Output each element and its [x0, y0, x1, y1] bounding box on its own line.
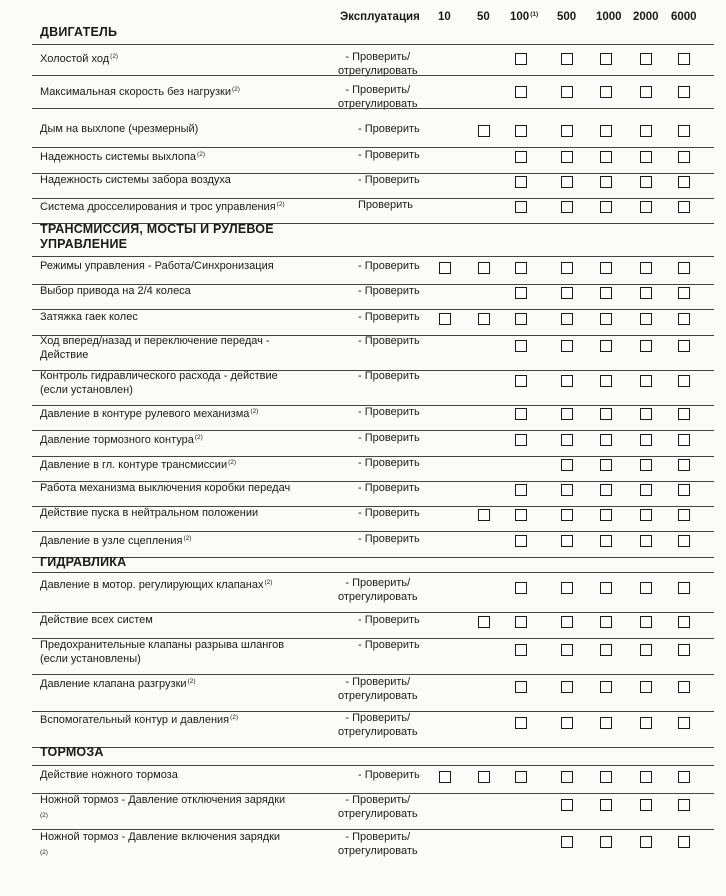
- interval-checkbox[interactable]: [640, 408, 652, 420]
- task-action: - Проверить: [358, 285, 420, 297]
- interval-checkbox[interactable]: [600, 681, 612, 693]
- interval-checkbox[interactable]: [561, 375, 573, 387]
- hours-footnote-mark: (1): [530, 11, 539, 18]
- task-text: Действие всех систем: [40, 614, 153, 626]
- interval-checkbox[interactable]: [600, 53, 612, 65]
- task-text: Холостой ход: [40, 53, 110, 65]
- interval-checkbox[interactable]: [478, 313, 490, 325]
- interval-checkbox[interactable]: [515, 201, 527, 213]
- task-action: - Проверить/ отрегулировать: [338, 831, 418, 857]
- footnote-mark: (2): [183, 535, 192, 542]
- interval-checkbox[interactable]: [561, 151, 573, 163]
- interval-checkbox[interactable]: [678, 86, 690, 98]
- interval-checkbox[interactable]: [600, 125, 612, 137]
- task-action: - Проверить: [358, 639, 420, 651]
- interval-checkbox[interactable]: [678, 836, 690, 848]
- interval-checkbox[interactable]: [600, 771, 612, 783]
- interval-checkbox[interactable]: [561, 201, 573, 213]
- task-action: - Проверить: [358, 149, 420, 161]
- interval-checkbox[interactable]: [600, 340, 612, 352]
- interval-checkbox[interactable]: [600, 151, 612, 163]
- task-label: [40, 198, 285, 214]
- interval-checkbox[interactable]: [640, 125, 652, 137]
- task-label: [40, 284, 191, 298]
- task-text: Дым на выхлопе (чрезмерный): [40, 123, 199, 135]
- interval-checkbox[interactable]: [678, 535, 690, 547]
- interval-checkbox[interactable]: [515, 535, 527, 547]
- task-text: Режимы управления - Работа/Синхронизация: [40, 260, 274, 272]
- interval-checkbox[interactable]: [640, 176, 652, 188]
- interval-checkbox[interactable]: [678, 799, 690, 811]
- task-action: - Проверить: [358, 533, 420, 545]
- interval-checkbox[interactable]: [515, 681, 527, 693]
- interval-checkbox[interactable]: [600, 836, 612, 848]
- interval-checkbox[interactable]: [561, 340, 573, 352]
- task-action: - Проверить: [358, 311, 420, 323]
- interval-checkbox[interactable]: [561, 176, 573, 188]
- footnote-mark: (2): [187, 678, 196, 685]
- task-action: - Проверить: [358, 370, 420, 382]
- interval-checkbox[interactable]: [640, 151, 652, 163]
- interval-checkbox[interactable]: [439, 262, 451, 274]
- task-action: - Проверить: [358, 432, 420, 444]
- footnote-mark: (2): [230, 714, 239, 721]
- hours-value: 500: [557, 11, 577, 23]
- task-label: [40, 173, 231, 187]
- interval-checkbox[interactable]: [478, 262, 490, 274]
- row-divider: [32, 75, 714, 76]
- task-action: - Проверить: [358, 614, 420, 626]
- interval-checkbox[interactable]: [561, 681, 573, 693]
- footnote-mark: (2): [276, 201, 285, 208]
- task-label: [40, 481, 290, 495]
- footnote-mark: (2): [228, 459, 237, 466]
- interval-checkbox[interactable]: [600, 535, 612, 547]
- interval-checkbox[interactable]: [640, 459, 652, 471]
- task-text: Система дросселирования и трос управления: [40, 201, 276, 213]
- footnote-mark: (2): [40, 812, 48, 819]
- interval-checkbox[interactable]: [515, 340, 527, 352]
- interval-checkbox[interactable]: [561, 717, 573, 729]
- interval-checkbox[interactable]: [561, 408, 573, 420]
- row-divider: [32, 108, 714, 109]
- hours-column-header: [671, 11, 697, 23]
- interval-checkbox[interactable]: [600, 484, 612, 496]
- interval-checkbox[interactable]: [478, 771, 490, 783]
- task-action: - Проверить: [358, 335, 420, 347]
- interval-checkbox[interactable]: [478, 509, 490, 521]
- interval-checkbox[interactable]: [640, 799, 652, 811]
- task-label: [40, 259, 274, 273]
- interval-checkbox[interactable]: [678, 616, 690, 628]
- interval-checkbox[interactable]: [561, 262, 573, 274]
- interval-checkbox[interactable]: [678, 125, 690, 137]
- interval-checkbox[interactable]: [678, 644, 690, 656]
- interval-checkbox[interactable]: [515, 151, 527, 163]
- interval-checkbox[interactable]: [640, 836, 652, 848]
- footnote-mark: (2): [250, 408, 259, 415]
- task-text: Выбор привода на 2/4 колеса: [40, 285, 191, 297]
- interval-checkbox[interactable]: [600, 375, 612, 387]
- section-title: ТРАНСМИССИЯ, МОСТЫ И РУЛЕВОЕ УПРАВЛЕНИЕ: [40, 222, 274, 251]
- footnote-mark: (2): [40, 849, 48, 856]
- interval-checkbox[interactable]: [678, 151, 690, 163]
- task-text: Надежность системы забора воздуха: [40, 174, 231, 186]
- interval-checkbox[interactable]: [561, 836, 573, 848]
- task-action: - Проверить/ отрегулировать: [338, 712, 418, 738]
- task-action: - Проверить: [358, 507, 420, 519]
- task-label: [40, 50, 118, 66]
- interval-checkbox[interactable]: [515, 287, 527, 299]
- task-action: - Проверить: [358, 482, 420, 494]
- interval-checkbox[interactable]: [640, 434, 652, 446]
- hours-column-header: [477, 11, 490, 23]
- task-action: - Проверить/ отрегулировать: [338, 51, 418, 77]
- footnote-mark: (2): [194, 434, 203, 441]
- section-divider: [32, 44, 714, 45]
- footnote-mark: (2): [232, 86, 240, 93]
- interval-checkbox[interactable]: [640, 681, 652, 693]
- interval-checkbox[interactable]: [515, 408, 527, 420]
- task-text: Затяжка гаек колес: [40, 311, 138, 323]
- interval-checkbox[interactable]: [640, 86, 652, 98]
- interval-checkbox[interactable]: [561, 459, 573, 471]
- task-label: [40, 711, 238, 727]
- task-action: Проверить: [358, 199, 414, 211]
- interval-checkbox[interactable]: [678, 201, 690, 213]
- interval-checkbox[interactable]: [640, 582, 652, 594]
- interval-checkbox[interactable]: [678, 53, 690, 65]
- task-label: [40, 532, 191, 548]
- task-label: [40, 83, 240, 99]
- interval-checkbox[interactable]: [600, 644, 612, 656]
- hours-column-header: [510, 11, 538, 23]
- interval-checkbox[interactable]: [561, 771, 573, 783]
- task-text: Ход вперед/назад и переключение передач - Действие: [40, 335, 270, 361]
- interval-checkbox[interactable]: [561, 799, 573, 811]
- task-text: Давление клапана разгрузки: [40, 678, 187, 690]
- section-divider: [32, 572, 714, 573]
- interval-checkbox[interactable]: [600, 434, 612, 446]
- section-title: ГИДРАВЛИКА: [40, 555, 127, 569]
- interval-checkbox[interactable]: [561, 535, 573, 547]
- interval-checkbox[interactable]: [640, 717, 652, 729]
- task-label: [40, 675, 196, 691]
- interval-checkbox[interactable]: [678, 509, 690, 521]
- interval-checkbox[interactable]: [678, 313, 690, 325]
- hours-value: 100: [510, 11, 530, 23]
- interval-checkbox[interactable]: [600, 799, 612, 811]
- task-text: Давление тормозного контура: [40, 434, 194, 446]
- task-text: Максимальная скорость без нагрузки: [40, 86, 231, 98]
- interval-checkbox[interactable]: [640, 53, 652, 65]
- task-label: [40, 830, 280, 860]
- task-label: [40, 431, 203, 447]
- task-action: - Проверить: [358, 260, 420, 272]
- task-label: [40, 334, 270, 362]
- task-text: Давление в контуре рулевого механизма: [40, 408, 250, 420]
- interval-checkbox[interactable]: [515, 717, 527, 729]
- interval-checkbox[interactable]: [678, 681, 690, 693]
- hours-column-header: [596, 11, 622, 23]
- task-action: - Проверить/ отрегулировать: [338, 84, 418, 110]
- hours-column-header: [557, 11, 576, 23]
- task-action: - Проверить/ отрегулировать: [338, 676, 418, 702]
- interval-checkbox[interactable]: [600, 582, 612, 594]
- task-label: [40, 456, 236, 472]
- footnote-mark: (2): [110, 53, 119, 60]
- task-label: [40, 506, 258, 520]
- interval-checkbox[interactable]: [640, 771, 652, 783]
- task-text: Давление в мотор. регулирующих клапанах: [40, 579, 264, 591]
- interval-checkbox[interactable]: [678, 434, 690, 446]
- interval-checkbox[interactable]: [640, 313, 652, 325]
- interval-checkbox[interactable]: [600, 509, 612, 521]
- task-label: [40, 122, 198, 136]
- interval-checkbox[interactable]: [561, 287, 573, 299]
- hours-value: 2000: [633, 11, 659, 23]
- interval-checkbox[interactable]: [515, 86, 527, 98]
- task-label: [40, 613, 153, 627]
- interval-checkbox[interactable]: [600, 287, 612, 299]
- task-action: - Проверить: [358, 174, 420, 186]
- operation-column-header: Эксплуатация: [340, 11, 420, 23]
- row-divider: [32, 557, 714, 558]
- interval-checkbox[interactable]: [561, 53, 573, 65]
- interval-checkbox[interactable]: [678, 484, 690, 496]
- task-text: Работа механизма выключения коробки передач: [40, 482, 291, 494]
- task-label: [40, 405, 258, 421]
- task-text: Предохранительные клапаны разрыва шлангов (если установлены): [40, 639, 285, 665]
- interval-checkbox[interactable]: [640, 375, 652, 387]
- interval-checkbox[interactable]: [515, 771, 527, 783]
- interval-checkbox[interactable]: [478, 616, 490, 628]
- interval-checkbox[interactable]: [439, 771, 451, 783]
- task-text: Контроль гидравлического расхода - действие (если установлен): [40, 370, 278, 396]
- task-action: - Проверить: [358, 406, 420, 418]
- task-text: Ножной тормоз - Давление включения зарядки: [40, 831, 281, 843]
- hours-value: 10: [438, 11, 451, 23]
- interval-checkbox[interactable]: [478, 125, 490, 137]
- interval-checkbox[interactable]: [600, 459, 612, 471]
- interval-checkbox[interactable]: [561, 434, 573, 446]
- interval-checkbox[interactable]: [678, 340, 690, 352]
- hours-value: 6000: [671, 11, 697, 23]
- task-text: Надежность системы выхлопа: [40, 151, 197, 163]
- interval-checkbox[interactable]: [640, 644, 652, 656]
- interval-checkbox[interactable]: [515, 434, 527, 446]
- interval-checkbox[interactable]: [678, 771, 690, 783]
- interval-checkbox[interactable]: [515, 375, 527, 387]
- interval-checkbox[interactable]: [600, 176, 612, 188]
- interval-checkbox[interactable]: [561, 509, 573, 521]
- task-label: [40, 576, 272, 592]
- task-text: Давление в узле сцепления: [40, 535, 183, 547]
- hours-value: 1000: [596, 11, 622, 23]
- task-label: [40, 310, 138, 324]
- interval-checkbox[interactable]: [640, 340, 652, 352]
- hours-value: 50: [477, 11, 490, 23]
- interval-checkbox[interactable]: [515, 484, 527, 496]
- interval-checkbox[interactable]: [678, 176, 690, 188]
- footnote-mark: (2): [197, 151, 205, 158]
- task-action: - Проверить: [358, 123, 420, 135]
- footnote-mark: (2): [264, 579, 273, 586]
- task-text: Действие пуска в нейтральном положении: [40, 507, 259, 519]
- interval-checkbox[interactable]: [515, 176, 527, 188]
- task-label: [40, 768, 178, 782]
- interval-checkbox[interactable]: [561, 644, 573, 656]
- interval-checkbox[interactable]: [640, 287, 652, 299]
- task-text: Давление в гл. контуре трансмиссии: [40, 459, 228, 471]
- interval-checkbox[interactable]: [515, 616, 527, 628]
- section-title: ДВИГАТЕЛЬ: [40, 25, 118, 39]
- task-label: [40, 793, 285, 823]
- interval-checkbox[interactable]: [640, 262, 652, 274]
- section-divider: [32, 765, 714, 766]
- interval-checkbox[interactable]: [678, 408, 690, 420]
- task-text: Ножной тормоз - Давление отключения зарядки: [40, 794, 286, 806]
- interval-checkbox[interactable]: [678, 375, 690, 387]
- section-title: ТОРМОЗА: [40, 745, 104, 759]
- hours-column-header: [438, 11, 451, 23]
- task-action: - Проверить: [358, 457, 420, 469]
- interval-checkbox[interactable]: [678, 582, 690, 594]
- task-label: [40, 148, 205, 164]
- interval-checkbox[interactable]: [515, 644, 527, 656]
- interval-checkbox[interactable]: [678, 287, 690, 299]
- interval-checkbox[interactable]: [561, 616, 573, 628]
- interval-checkbox[interactable]: [561, 86, 573, 98]
- interval-checkbox[interactable]: [678, 459, 690, 471]
- hours-column-header: [633, 11, 659, 23]
- row-divider: [32, 747, 714, 748]
- interval-checkbox[interactable]: [678, 262, 690, 274]
- task-text: Действие ножного тормоза: [40, 769, 178, 781]
- interval-checkbox[interactable]: [600, 313, 612, 325]
- interval-checkbox[interactable]: [561, 484, 573, 496]
- interval-checkbox[interactable]: [561, 582, 573, 594]
- interval-checkbox[interactable]: [600, 408, 612, 420]
- interval-checkbox[interactable]: [600, 86, 612, 98]
- interval-checkbox[interactable]: [515, 53, 527, 65]
- interval-checkbox[interactable]: [678, 717, 690, 729]
- interval-checkbox[interactable]: [600, 262, 612, 274]
- task-action: - Проверить: [358, 769, 420, 781]
- task-action: - Проверить/ отрегулировать: [338, 794, 418, 820]
- interval-checkbox[interactable]: [439, 313, 451, 325]
- interval-checkbox[interactable]: [640, 535, 652, 547]
- interval-checkbox[interactable]: [515, 125, 527, 137]
- interval-checkbox[interactable]: [600, 717, 612, 729]
- interval-checkbox[interactable]: [640, 484, 652, 496]
- interval-checkbox[interactable]: [640, 509, 652, 521]
- interval-checkbox[interactable]: [600, 616, 612, 628]
- interval-checkbox[interactable]: [600, 201, 612, 213]
- interval-checkbox[interactable]: [515, 262, 527, 274]
- interval-checkbox[interactable]: [561, 125, 573, 137]
- interval-checkbox[interactable]: [561, 313, 573, 325]
- interval-checkbox[interactable]: [640, 616, 652, 628]
- section-divider: [32, 256, 714, 257]
- task-label: [40, 369, 278, 397]
- task-action: - Проверить/ отрегулировать: [338, 577, 418, 603]
- interval-checkbox[interactable]: [515, 582, 527, 594]
- interval-checkbox[interactable]: [640, 201, 652, 213]
- task-label: [40, 638, 284, 666]
- task-text: Вспомогательный контур и давления: [40, 714, 230, 726]
- interval-checkbox[interactable]: [515, 313, 527, 325]
- interval-checkbox[interactable]: [515, 509, 527, 521]
